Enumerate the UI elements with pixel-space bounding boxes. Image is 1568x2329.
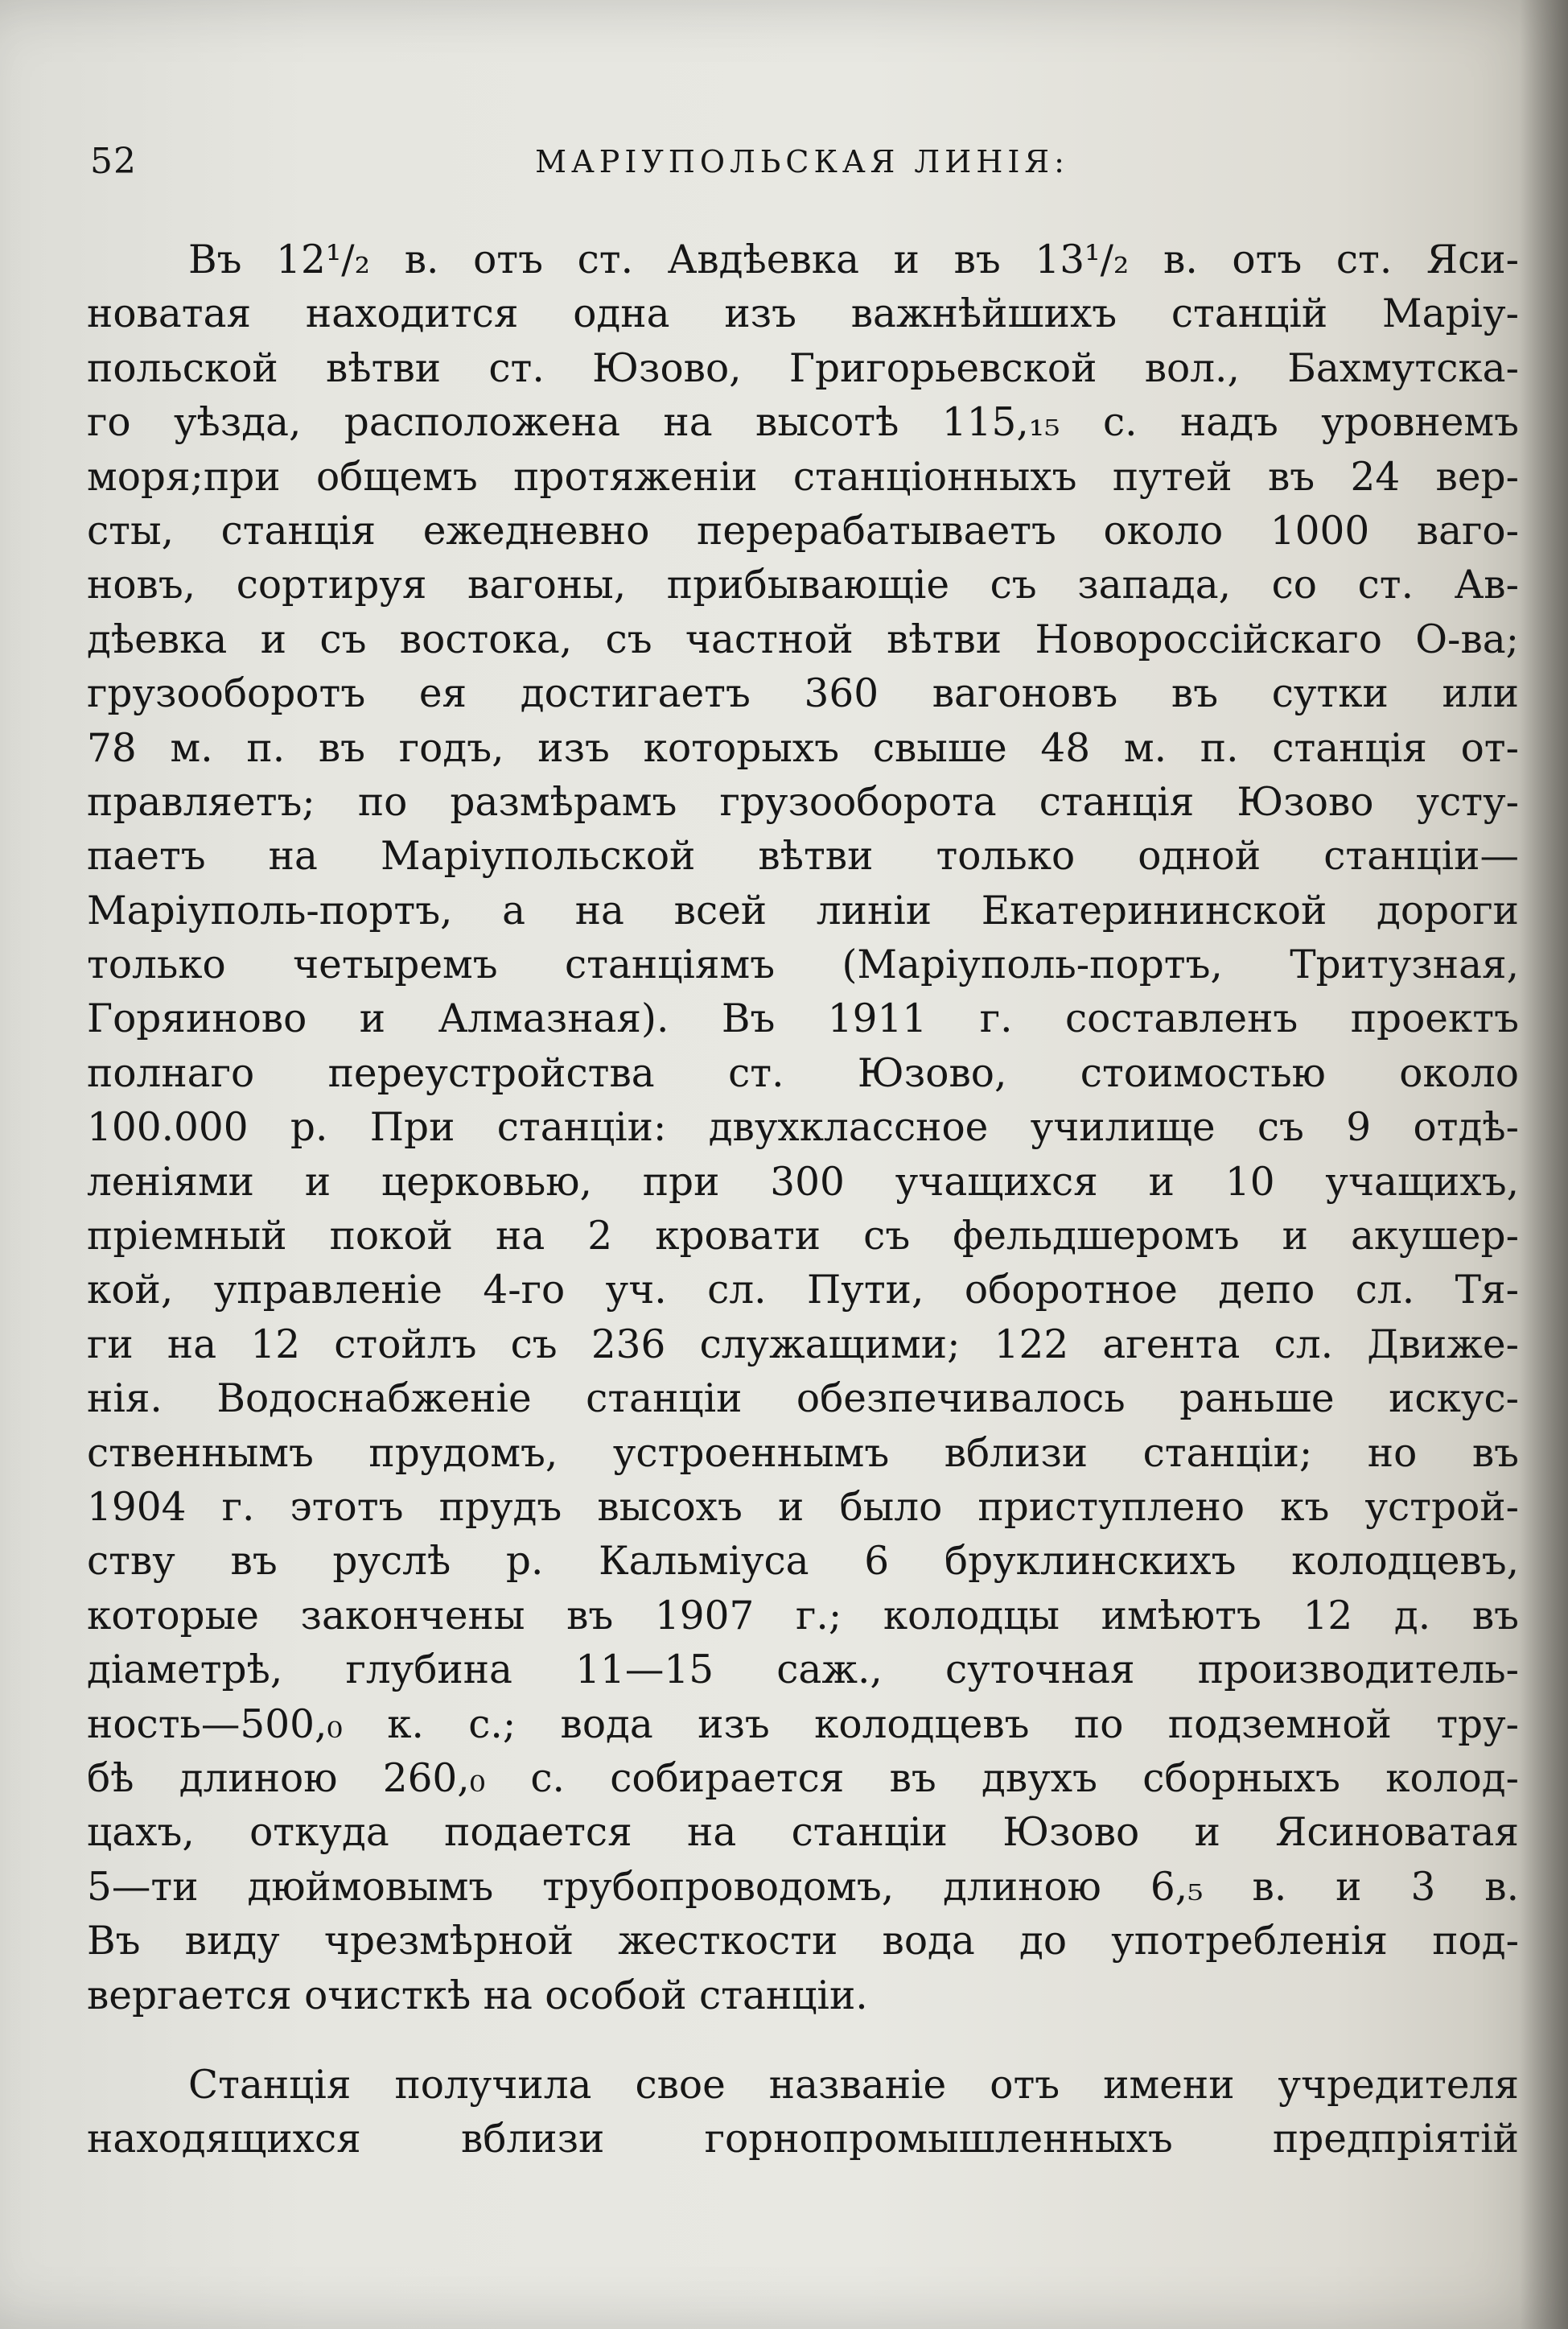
paragraph [87, 2059, 1519, 2167]
text-line: пріемный покой на 2 кровати съ фельдшеромъ и акушер- [87, 1214, 1519, 1259]
text-line: Въ 12¹/₂ в. отъ ст. Авдѣевка и въ 13¹/₂ в. отъ ст. Яси- [188, 237, 1519, 282]
text-line: находящихся вблизи горнопромышленныхъ предпріятій [87, 2117, 1519, 2162]
text-line: новъ, сортируя вагоны, прибывающіе съ запада, со ст. Ав- [87, 563, 1519, 608]
text-line: ственнымъ прудомъ, устроеннымъ вблизи станціи; но въ [87, 1430, 1519, 1476]
text-line: нія. Водоснабженіе станціи обезпечивалось раньше искус- [87, 1376, 1519, 1422]
text-line: польской вѣтви ст. Юзово, Григорьевской вол., Бахмутска- [87, 345, 1519, 391]
paragraph [87, 233, 1519, 2023]
text-line: ги на 12 стойлъ съ 236 служащими; 122 агента сл. Движе- [87, 1321, 1519, 1367]
text-line: бѣ длиною 260,₀ с. собирается въ двухъ сборныхъ колод- [87, 1755, 1519, 1801]
running-title: МАРІУПОЛЬСКАЯ ЛИНІЯ: [535, 144, 1069, 179]
text-line: 1904 г. этотъ прудъ высохъ и было приступлено къ устрой- [87, 1484, 1519, 1530]
body-text [87, 233, 1519, 2167]
text-line: только четыремъ станціямъ (Маріуполь-портъ, Тритузная, [87, 942, 1519, 988]
text-line: грузооборотъ ея достигаетъ 360 вагоновъ въ сутки или [87, 671, 1519, 717]
text-line: 5—ти дюймовымъ трубопроводомъ, длиною 6,₅ в. и 3 в. [87, 1864, 1519, 1910]
text-line: цахъ, откуда подается на станціи Юзово и Ясиноватая [87, 1810, 1519, 1856]
page-number: 52 [90, 141, 137, 182]
text-line: 78 м. п. въ годъ, изъ которыхъ свыше 48 м. п. станція от- [87, 725, 1519, 771]
text-line: правляетъ; по размѣрамъ грузооборота станція Юзово усту- [87, 779, 1519, 825]
text-line: діаметрѣ, глубина 11—15 саж., суточная производитель- [87, 1647, 1519, 1693]
text-line: сты, станція ежедневно перерабатываетъ около 1000 ваго- [87, 508, 1519, 554]
text-line: дѣевка и съ востока, съ частной вѣтви Новороссійскаго О-ва; [87, 616, 1519, 662]
text-line: полнаго переустройства ст. Юзово, стоимостью около [87, 1050, 1519, 1096]
text-line: кой, управленіе 4-го уч. сл. Пути, оборотное депо сл. Тя- [87, 1268, 1519, 1313]
text-line: Маріуполь-портъ, а на всей линіи Екатерининской дороги [87, 888, 1519, 934]
text-line: Горяиново и Алмазная). Въ 1911 г. составленъ проектъ [87, 996, 1519, 1042]
text-line: которые закончены въ 1907 г.; колодцы имѣютъ 12 д. въ [87, 1593, 1519, 1639]
text-line: моря;при общемъ протяженіи станціонныхъ путей въ 24 вер- [87, 454, 1519, 500]
text-line: Въ виду чрезмѣрной жесткости вода до употребленія под- [87, 1919, 1519, 1964]
text-line: го уѣзда, расположена на высотѣ 115,₁₅ с. надъ уровнемъ [87, 400, 1519, 446]
text-line: ству въ руслѣ р. Кальміуса 6 бруклинскихъ колодцевъ, [87, 1539, 1519, 1585]
text-line: ность—500,₀ к. с.; вода изъ колодцевъ по подземной тру- [87, 1701, 1519, 1747]
paragraph-gap [87, 2023, 1519, 2059]
text-line: 100.000 р. При станціи: двухклассное училище съ 9 отдѣ- [87, 1105, 1519, 1151]
text-line: вергается очисткѣ на особой станціи. [87, 1972, 868, 2018]
text-line: леніями и церковью, при 300 учащихся и 10 учащихъ, [87, 1159, 1519, 1205]
text-line: паетъ на Маріупольской вѣтви только одной станціи— [87, 834, 1519, 880]
text-line: новатая находится одна изъ важнѣйшихъ станцій Маріу- [87, 291, 1519, 337]
text-line: Станція получила свое названіе отъ имени учредителя [188, 2062, 1519, 2108]
page-edge-shadow [1520, 0, 1568, 2329]
page-header [90, 141, 1514, 189]
